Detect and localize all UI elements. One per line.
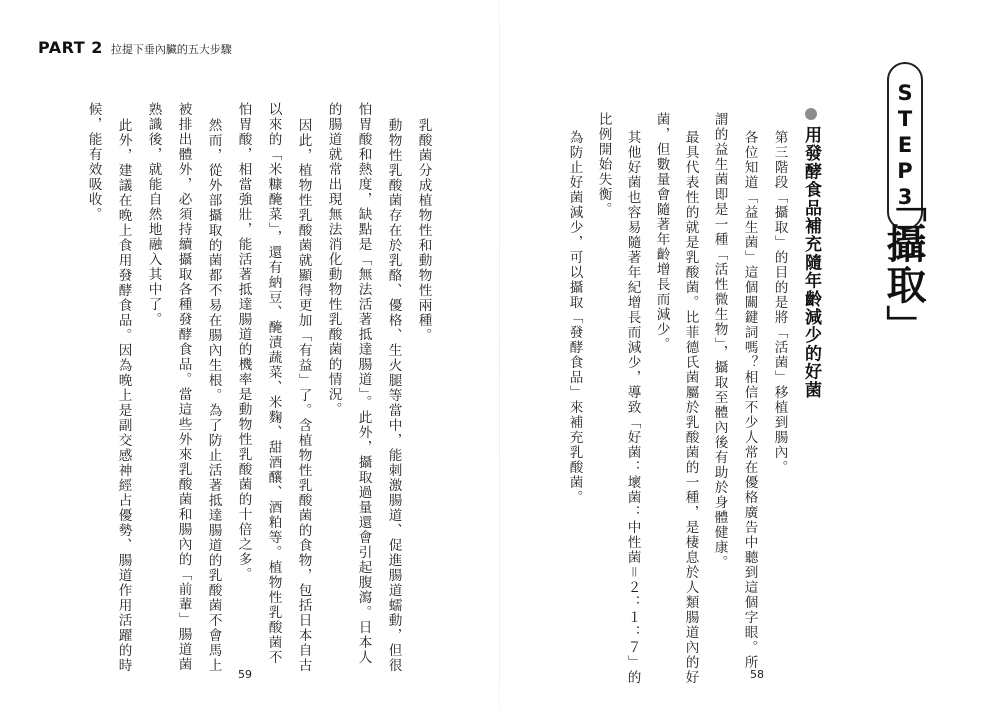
bullet-dot-icon	[805, 108, 817, 120]
left-text-line-3: 怕胃酸和熱度，缺點是「無法活著抵達腸道」。此外，攝取過量還會引起腹瀉。日本人	[355, 102, 372, 666]
left-text-line-1: 乳酸菌分成植物性和動物性兩種。	[415, 118, 432, 343]
subheading	[802, 108, 819, 399]
running-header	[38, 38, 232, 57]
left-text-line-6: 以來的「米糠醃菜」，還有納豆、醃漬蔬菜、米麴、甜酒釀、酒粕等。植物性乳酸菌不	[265, 102, 282, 666]
section-title: 「攝取」	[880, 182, 926, 346]
left-text-line-4: 的腸道就常出現無法消化動物性乳酸菌的情況。	[325, 102, 342, 417]
page-number-right: 58	[750, 668, 764, 681]
part-label: PART 2	[38, 38, 103, 57]
left-text-line-7: 怕胃酸，相當強壯，能活著抵達腸道的機率是動物性乳酸菌的十倍之多。	[235, 102, 252, 582]
right-text-line-5: 菌，但數量會隨著年齡增長而減少。	[653, 112, 670, 352]
part-title: 拉提下垂內臟的五大步驟	[110, 43, 232, 56]
right-text-line-7: 比例開始失衡。	[595, 112, 612, 217]
right-text-line-4: 最具代表性的就是乳酸菌。比菲德氏菌屬於乳酸菌的一種，是棲息於人類腸道內的好	[682, 130, 699, 685]
left-text-line-11: 此外，建議在晚上食用發酵食品。因為晚上是副交感神經占優勢、腸道作用活躍的時	[115, 118, 132, 673]
right-text-line-6: 其他好菌也容易隨著年紀增長而減少，導致「好菌：壞菌：中性菌＝２：１：７」的	[624, 130, 641, 685]
left-text-line-12: 候，能有效吸收。	[85, 102, 102, 222]
left-text-line-2: 動物性乳酸菌存在於乳酪、優格、生火腿等當中，能刺激腸道、促進腸道蠕動，但很	[385, 118, 402, 673]
left-text-line-9: 被排出體外，必須持續攝取各種發酵食品。當這些外來乳酸菌和腸內的「前輩」腸道菌	[175, 102, 192, 672]
right-text-line-1: 第三階段「攝取」的目的是將「活菌」移植到腸內。	[771, 130, 788, 475]
left-text-line-8: 然而，從外部攝取的菌都不易在腸內生根。為了防止活著抵達腸道的乳酸菌不會馬上	[205, 118, 222, 673]
step-label: STEP3	[893, 81, 917, 211]
left-text-line-10: 熟識後，就能自然地融入其中了。	[145, 102, 162, 327]
page-gutter	[499, 0, 500, 709]
subheading-text: 用發酵食品補充隨年齡減少的好菌	[801, 126, 821, 399]
right-text-line-3: 謂的益生菌即是一種「活性微生物」，攝取至體內後有助於身體健康。	[711, 112, 728, 571]
page-number-left: 59	[238, 668, 252, 681]
right-text-line-8: 為防止好菌減少，可以攝取「發酵食品」來補充乳酸菌。	[566, 130, 583, 505]
left-text-line-5: 因此，植物性乳酸菌就顯得更加「有益」了。含植物性乳酸菌的食物，包括日本自古	[295, 118, 312, 673]
right-text-line-2: 各位知道「益生菌」這個關鍵詞嗎？相信不少人常在優格廣告中聽到這個字眼。所	[741, 130, 758, 670]
